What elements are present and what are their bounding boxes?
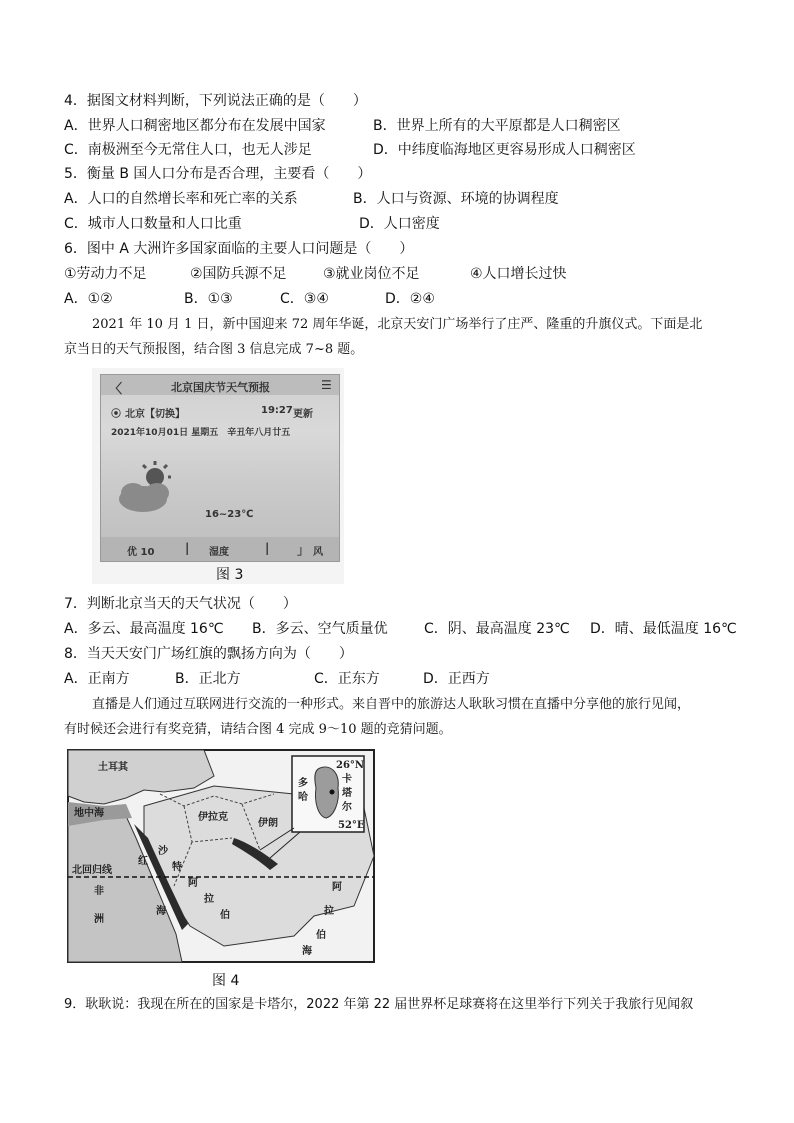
date-label: 2021年10月01日 星期五 辛丑年八月廿五 — [111, 428, 291, 438]
q6-option-c: C．③④ — [280, 291, 329, 307]
africa-char-2: 洲 — [94, 914, 104, 925]
qatar-char-2: 塔 — [342, 788, 352, 799]
arabian-sea-char-4: 海 — [302, 946, 312, 957]
location-label: 北京【切换】 — [125, 409, 185, 420]
divider-3: 」 — [297, 543, 310, 557]
q4-option-a: A．世界人口稠密地区都分布在发展中国家 — [64, 118, 326, 134]
q4-option-b: B．世界上所有的大平原都是人口稠密区 — [373, 118, 621, 134]
arabian-sea-char-2: 拉 — [324, 906, 334, 917]
red-sea-char-2: 海 — [156, 906, 166, 917]
figure-4-middle-east-map — [64, 746, 380, 989]
weather-app-screen — [100, 374, 340, 562]
saudi-char-5: 伯 — [220, 910, 230, 921]
figure-3-weather-forecast — [92, 368, 344, 584]
tropic-label: 北回归线 — [72, 865, 112, 876]
longitude-label: 52°E — [338, 820, 365, 831]
temperature-range: 16~23℃ — [205, 509, 254, 520]
q7-option-b: B．多云、空气质量优 — [252, 621, 388, 637]
saudi-char-3: 阿 — [188, 878, 198, 889]
iraq-label: 伊拉克 — [198, 812, 228, 823]
q5-option-a: A．人口的自然增长率和死亡率的关系 — [64, 191, 298, 207]
divider-1: | — [185, 541, 190, 555]
q7-option-d: D．晴、最低温度 16℃ — [590, 621, 737, 637]
location-pin-icon: ⦿ — [111, 409, 121, 420]
figure-3-caption: 图 3 — [216, 567, 244, 583]
arabian-sea-char-3: 伯 — [316, 930, 326, 941]
update-label: 更新 — [293, 409, 313, 420]
q5-option-c: C．城市人口数量和人口比重 — [64, 216, 242, 232]
saudi-char-2: 特 — [172, 862, 182, 873]
q6-item-1: ①劳动力不足 — [64, 266, 147, 282]
q8-option-b: B．正北方 — [175, 671, 241, 687]
q8-stem: 8．当天天安门广场红旗的飘扬方向为（ ） — [64, 646, 353, 662]
q6-item-4: ④人口增长过快 — [470, 266, 567, 282]
doha-char-1: 多 — [298, 778, 308, 789]
app-title: 北京国庆节天气预报 — [171, 381, 270, 394]
q4-option-d: D．中纬度临海地区更容易形成人口稠密区 — [373, 142, 636, 158]
q6-option-b: B．①③ — [184, 291, 233, 307]
q5-option-d: D．人口密度 — [359, 216, 440, 232]
q8-option-a: A．正南方 — [64, 671, 130, 687]
q7-stem: 7．判断北京当天的天气状况（ ） — [64, 596, 297, 612]
passage2-line2: 有时候还会进行有奖竞猜，请结合图 4 完成 9～10 题的竞猜问题。 — [64, 722, 452, 737]
map-drawing — [64, 746, 380, 968]
passage2-line1: 直播是人们通过互联网进行交流的一种形式。来自晋中的旅游达人耿耿习惯在直播中分享他的旅行见闻， — [92, 697, 691, 712]
back-icon: 〈 — [109, 382, 123, 397]
q5-option-b: B．人口与资源、环境的协调程度 — [353, 191, 559, 207]
turkey-label: 土耳其 — [98, 762, 128, 773]
q8-option-d: D．正西方 — [423, 671, 490, 687]
iran-label: 伊朗 — [258, 818, 278, 829]
saudi-char-4: 拉 — [204, 894, 214, 905]
q6-option-d: D．②④ — [385, 291, 435, 307]
divider-2: | — [265, 541, 270, 555]
q7-option-a: A．多云、最高温度 16℃ — [64, 621, 224, 637]
figure-4-caption: 图 4 — [212, 973, 240, 989]
q6-item-3: ③就业岗位不足 — [323, 266, 420, 282]
latitude-label: 26°N — [336, 760, 365, 771]
wind-label: 风 — [313, 547, 323, 558]
doha-char-2: 哈 — [298, 792, 308, 803]
air-quality-label: 优 10 — [127, 547, 155, 558]
qatar-char-1: 卡 — [342, 774, 352, 785]
q4-stem: 4．据图文材料判断，下列说法正确的是（ ） — [64, 93, 367, 109]
qatar-char-3: 尔 — [342, 802, 352, 813]
africa-char-1: 非 — [94, 886, 104, 897]
q5-stem: 5．衡量 B 国人口分布是否合理，主要看（ ） — [64, 166, 372, 182]
q9-stem: 9．耿耿说：我现在所在的国家是卡塔尔，2022 年第 22 届世界杯足球赛将在这里举行下列关于我旅行见闻叙 — [64, 997, 694, 1012]
arabian-sea-char-1: 阿 — [332, 882, 342, 893]
humidity-label: 湿度 — [209, 547, 229, 558]
saudi-char-1: 沙 — [158, 846, 168, 857]
q4-option-c: C．南极洲至今无常住人口，也无人涉足 — [64, 142, 312, 158]
q6-option-a: A．①② — [64, 291, 113, 307]
passage1-line2: 京当日的天气预报图，结合图 3 信息完成 7~8 题。 — [64, 342, 364, 357]
q6-stem: 6．图中 A 大洲许多国家面临的主要人口问题是（ ） — [64, 241, 414, 257]
partly-cloudy-icon — [113, 461, 183, 517]
passage1-line1: 2021 年 10 月 1 日，新中国迎来 72 周年华诞，北京天安门广场举行了庄严、隆重的升旗仪式。下面是北 — [92, 317, 703, 332]
q6-item-2: ②国防兵源不足 — [190, 266, 287, 282]
menu-icon: ☰ — [321, 378, 332, 392]
mediterranean-label: 地中海 — [74, 808, 104, 819]
q8-option-c: C．正东方 — [314, 671, 380, 687]
red-sea-char-1: 红 — [138, 856, 148, 867]
q7-option-c: C．阴、最高温度 23℃ — [424, 621, 570, 637]
time-label: 19:27 — [261, 405, 293, 416]
